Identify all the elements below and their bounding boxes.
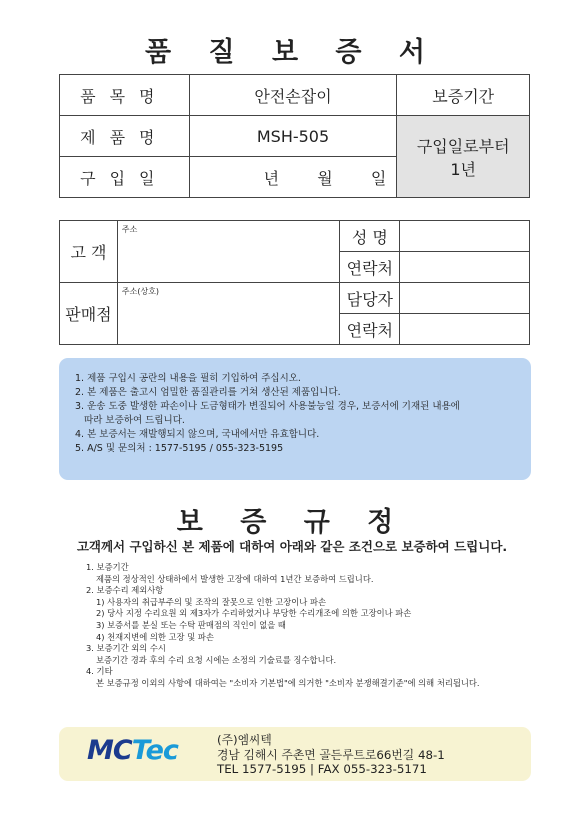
company-contact: TEL 1577-5195 | FAX 055-323-5171 <box>217 762 427 776</box>
rule-item: 2) 당사 지정 수리요원 외 제3자가 수리하였거나 부당한 수리개조에 의한 고장이나 파손 <box>96 608 412 619</box>
date-month-unit: 월 <box>317 168 333 188</box>
dealer-manager-label: 담당자 <box>340 283 400 314</box>
logo-text-mc: MC <box>87 735 132 766</box>
item-name-label <box>60 75 190 116</box>
notice-item: 1. 제품 구입시 공란의 내용을 필히 기입하여 주십시오. <box>75 373 301 384</box>
dealer-label: 판매점 <box>60 283 118 345</box>
item-name-label-text: 품목명 <box>80 86 169 106</box>
purchase-date-label <box>60 157 190 198</box>
notice-item: 따라 보증하여 드립니다. <box>75 415 185 426</box>
notice-box <box>59 358 531 480</box>
company-info <box>217 733 445 777</box>
customer-address-field[interactable] <box>117 221 340 283</box>
company-logo <box>87 735 178 766</box>
purchase-date-field[interactable] <box>189 157 397 198</box>
dealer-address-field[interactable] <box>117 283 340 345</box>
warranty-value-line2: 1년 <box>450 159 477 179</box>
rule-item: 4) 천재지변에 의한 고장 및 파손 <box>96 631 214 642</box>
item-name-value: 안전손잡이 <box>189 75 397 116</box>
company-footer <box>59 727 531 781</box>
company-name: (주)엠씨텍 <box>217 733 272 747</box>
rule-heading: 1. 보증기간 <box>86 562 129 572</box>
customer-name-field[interactable] <box>400 221 530 252</box>
rule-item: 본 보증규정 이외의 사항에 대하여는 "소비자 기본법"에 의거한 "소비자 분쟁해결기준"에 의해 처리됩니다. <box>96 677 480 688</box>
product-name-value: MSH-505 <box>189 116 397 157</box>
notice-item: 2. 본 제품은 출고시 엄밀한 품질관리를 거쳐 생산된 제품입니다. <box>75 387 341 398</box>
dealer-phone-label: 연락처 <box>340 314 400 345</box>
customer-phone-field[interactable] <box>400 252 530 283</box>
notice-item: 4. 본 보증서는 재발행되지 않으며, 국내에서만 유효합니다. <box>75 429 320 440</box>
date-year-unit: 년 <box>263 168 280 188</box>
logo-text-tec: Tec <box>131 735 178 766</box>
purchase-date-label-text: 구입일 <box>80 168 169 188</box>
product-name-label-text: 제품명 <box>80 127 169 147</box>
warranty-rules-intro: 고객께서 구입하신 본 제품에 대하여 아래와 같은 조건으로 보증하여 드립니다. <box>76 539 508 554</box>
product-name-label <box>60 116 190 157</box>
customer-label: 고 객 <box>60 221 118 283</box>
date-day-unit: 일 <box>370 168 387 188</box>
rule-heading: 3. 보증기간 외의 수시 <box>86 643 166 654</box>
product-info-table <box>59 74 530 198</box>
contact-table <box>59 220 530 345</box>
rule-heading: 4. 기타 <box>86 666 113 677</box>
rule-item: 제품의 정상적인 상태하에서 발생한 고장에 대하여 1년간 보증하여 드립니다. <box>96 573 374 584</box>
customer-address-label: 주소 <box>121 225 138 234</box>
notice-item: 5. A/S 및 문의처 : 1577-5195 / 055-323-5195 <box>75 443 284 454</box>
rule-heading: 2. 보증수리 제외사항 <box>86 585 164 596</box>
customer-phone-label: 연락처 <box>340 252 400 283</box>
notice-item: 3. 운송 도중 발생한 파손이나 도금형태가 변질되어 사용불능일 경우, 보증서에 기재된 내용에 <box>75 401 460 412</box>
rule-item: 보증기간 경과 후의 수리 요청 시에는 소정의 기술료를 징수합니다. <box>96 654 337 665</box>
warranty-period-label: 보증기간 <box>397 75 530 116</box>
dealer-phone-field[interactable] <box>400 314 530 345</box>
warranty-rules-title: 보 증 규 정 <box>176 507 408 538</box>
notice-list <box>59 358 531 456</box>
rule-item: 1) 사용자의 취급부주의 및 조작의 잘못으로 인한 고장이나 파손 <box>96 596 326 607</box>
warranty-period-value <box>397 116 530 198</box>
dealer-address-label: 주소(상호) <box>121 287 160 296</box>
document-title: 품 질 보 증 서 <box>144 37 439 68</box>
company-address: 경남 김해시 주촌면 골든루트로66번길 48-1 <box>217 747 445 762</box>
rule-item: 3) 보증서를 분실 또는 수탁 판매점의 직인이 없을 때 <box>96 619 286 630</box>
warranty-value-line1: 구입일로부터 <box>416 136 510 156</box>
dealer-manager-field[interactable] <box>400 283 530 314</box>
warranty-rules-list <box>86 562 556 690</box>
customer-name-label: 성 명 <box>340 221 400 252</box>
